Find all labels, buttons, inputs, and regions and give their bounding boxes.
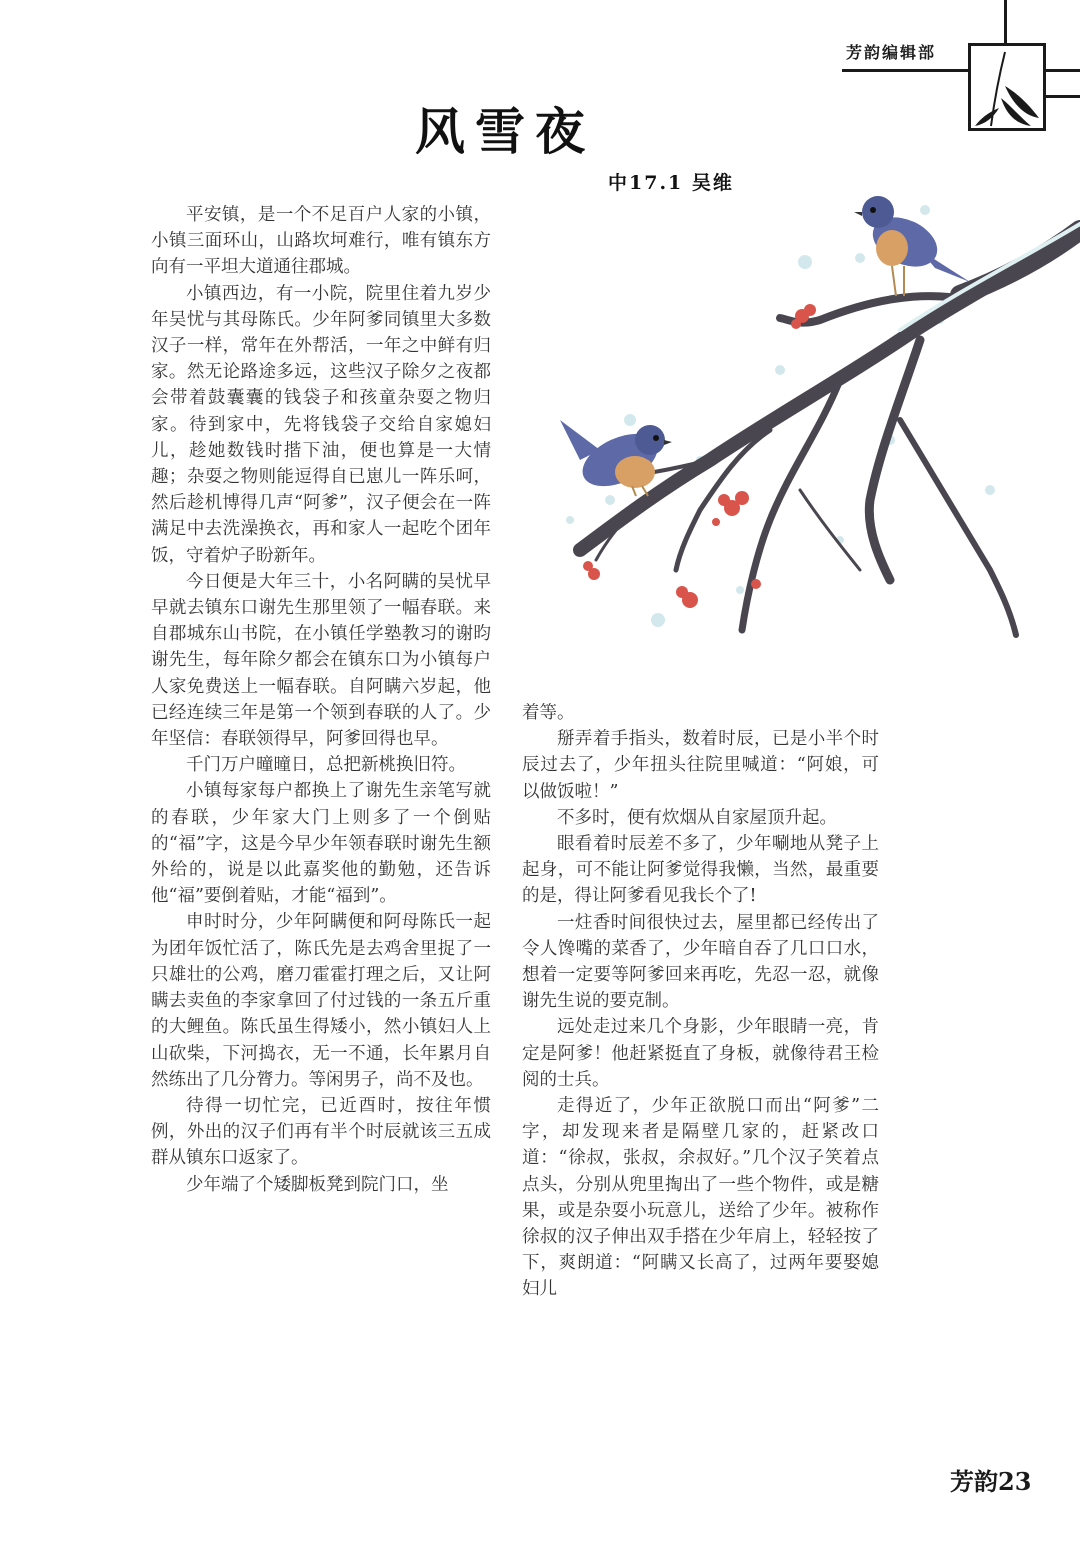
bird-branch-illustration: [540, 190, 1080, 660]
paragraph: 不多时，便有炊烟从自家屋顶升起。: [557, 807, 837, 828]
page-number: 芳韵23: [950, 1467, 1032, 1496]
paragraph: 掰弄着手指头，数着时辰，已是小半个时辰过去了，少年扭头往院里喊道：“阿娘，可以做饭啦！”: [522, 729, 879, 802]
right-text-column: [522, 700, 879, 1303]
paragraph: 申时时分，少年阿瞒便和阿母陈氏一起为团年饭忙活了，陈氏先是去鸡舍里捉了一只雄壮的公鸡，磨刀霍霍打理之后，又让阿瞒去卖鱼的李家拿回了付过钱的一条五斤重的大鲤鱼。陈氏虽生得矮小，然小镇妇人上山砍柴，下河捣衣，无一不通，长年累月自然练出了几分膂力。等闲男子，尚不及也。: [151, 912, 491, 1090]
section-header-label: 芳韵编辑部: [846, 43, 937, 62]
article-author: 中17.1 吴维: [608, 172, 734, 194]
paragraph: 小镇西边，有一小院，院里住着九岁少年吴忧与其母陈氏。少年阿爹同镇里大多数汉子一样，常年在外帮活，一年之中鲜有归家。然无论路途多远，这些汉子除夕之夜都会带着鼓囊囊的钱袋子和孩童杂耍之物归家。待到家中，先将钱袋子交给自家媳妇儿，趁她数钱时揩下油，便也算是一大情趣；杂耍之物则能逗得自已崽儿一阵乐呵，然后趁机博得几声“阿爹”，汉子便会在一阵满足中去洗澡换衣，再和家人一起吃个团年饭，守着炉子盼新年。: [151, 283, 491, 566]
paragraph: 待得一切忙完，已近酉时，按往年惯例，外出的汉子们再有半个时辰就该三五成群从镇东口返家了。: [151, 1095, 491, 1169]
paragraph: 千门万户曈曈日，总把新桃换旧符。: [186, 755, 466, 776]
paragraph-continuation: 着等。: [522, 703, 575, 723]
header-rule-vertical: [1004, 0, 1007, 44]
paragraph: 远处走过来几个身影，少年眼睛一亮，肯定是阿爹！他赶紧挺直了身板，就像待君王检阅的士兵。: [522, 1017, 879, 1090]
upper-bird-icon: [854, 196, 970, 296]
article-title: 风雪夜: [415, 102, 595, 161]
paragraph: 小镇每家每户都换上了谢先生亲笔写就的春联，少年家大门上则多了一个倒贴的“福”字，这是今早少年领春联时谢先生额外给的，说是以此嘉奖他的勤勉，还告诉他“福”要倒着贴，才能“福到”。: [151, 781, 491, 907]
paragraph: 一炷香时间很快过去，屋里都已经传出了令人馋嘴的菜香了，少年暗自吞了几口口水，想着一定要等阿爹回来再吃，先忍一忍，就像谢先生说的要克制。: [522, 912, 879, 1012]
paragraph: 眼看着时辰差不多了，少年唰地从凳子上起身，可不能让阿爹觉得我懒，当然，最重要的是，得让阿爹看见我长个了!: [522, 834, 879, 907]
paragraph: 少年端了个矮脚板凳到院门口，坐: [186, 1174, 449, 1195]
paragraph: 今日便是大年三十，小名阿瞒的吴忧早早就去镇东口谢先生那里领了一幅春联。来自郡城东山书院，在小镇任学塾教习的谢昀谢先生，每年除夕都会在镇东口为小镇每户人家免费送上一幅春联。自阿瞒六岁起，他已经连续三年是第一个领到春联的人了。少年坚信：春联领得早，阿爹回得也早。: [151, 571, 491, 750]
paragraph: 走得近了，少年正欲脱口而出“阿爹”二字，却发现来者是隔壁几家的，赶紧改口道：“徐叔，张叔，余叔好。”几个汉子笑着点点头，分别从兜里掏出了一些个物件，或是糖果，或是杂耍小玩意儿，送给了少年。被称作徐叔的汉子伸出双手搭在少年肩上，轻轻按了下，爽朗道：“阿瞒又长高了，过两年要娶媳妇儿: [522, 1096, 879, 1300]
left-text-column: [151, 202, 491, 1198]
lower-bird-icon: [560, 420, 672, 497]
header-rule-right: [1040, 95, 1080, 98]
paragraph: 平安镇，是一个不足百户人家的小镇，小镇三面环山，山路坎坷难行，唯有镇东方向有一平坦大道通往郡城。: [151, 205, 491, 278]
